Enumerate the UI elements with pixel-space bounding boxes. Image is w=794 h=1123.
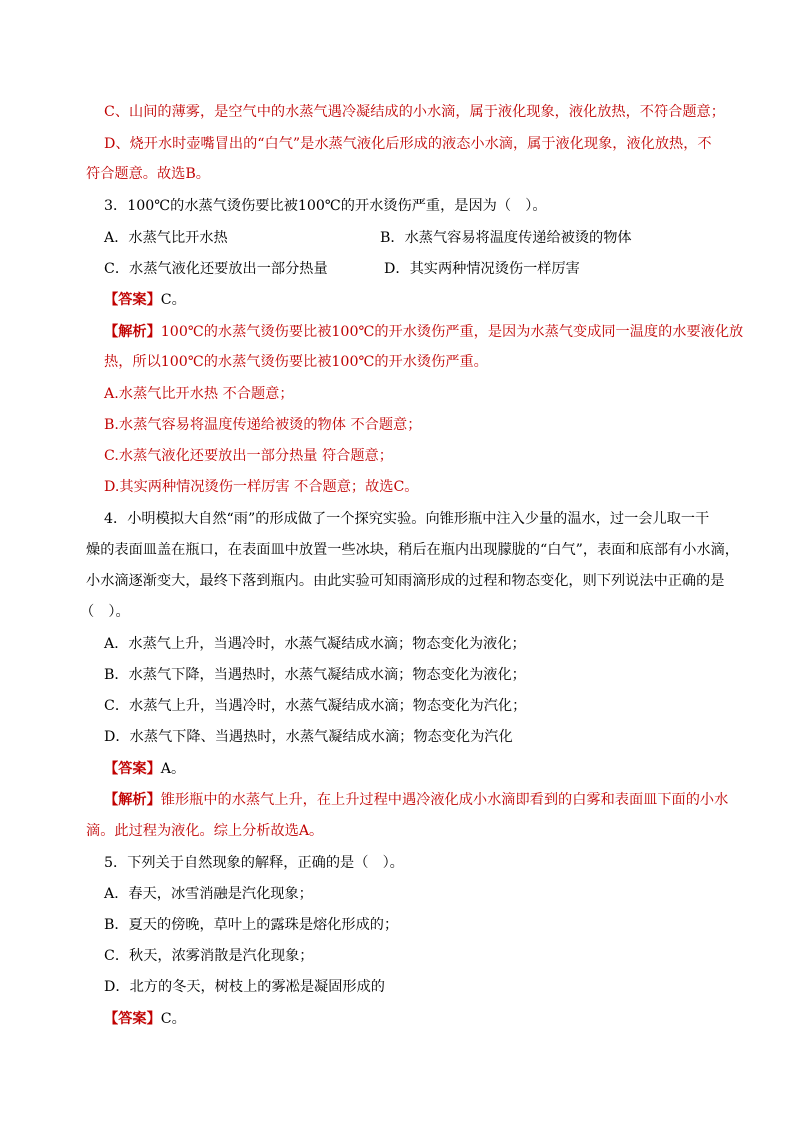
analysis-text: 100℃的水蒸气烫伤要比被100℃的开水烫伤严重，是因为水蒸气变成同一温度的水要液化放 bbox=[160, 324, 744, 340]
answer-value: C。 bbox=[160, 1011, 186, 1027]
question-3-stem: 3．100℃的水蒸气烫伤要比被100℃的开水烫伤严重，是因为（ ）。 bbox=[104, 198, 547, 214]
analysis-line-d: D、烧开水时壶嘴冒出的“白气”是水蒸气液化后形成的液态小水滴，属于液化现象，液化放热，不 bbox=[104, 136, 712, 152]
question-4-option-d: D．水蒸气下降、当遇热时，水蒸气凝结成水滴；物态变化为汽化 bbox=[104, 729, 513, 745]
analysis-label: 【解析】 bbox=[104, 324, 161, 340]
question-4-stem-line-2: 燥的表面皿盖在瓶口，在表面皿中放置一些冰块，稍后在瓶内出现朦胧的“白气”，表面和底部有小水滴， bbox=[86, 542, 739, 558]
question-5-stem: 5．下列关于自然现象的解释，正确的是（ ）。 bbox=[104, 855, 404, 871]
answer-label: 【答案】 bbox=[104, 1011, 161, 1027]
question-3-option-b: B．水蒸气容易将温度传递给被烫的物体 bbox=[380, 230, 632, 246]
question-5-option-c: C．秋天，浓雾消散是汽化现象； bbox=[104, 948, 314, 964]
question-4-analysis-line-2: 滴。此过程为液化。综上分析故选A。 bbox=[86, 823, 324, 839]
analysis-text: 锥形瓶中的水蒸气上升，在上升过程中遇冷液化成小水滴即看到的白雾和表面皿下面的小水 bbox=[160, 792, 729, 808]
question-4-answer bbox=[104, 759, 185, 779]
question-3-review-d: D.其实两种情况烫伤一样厉害 不合题意；故选C。 bbox=[104, 479, 419, 495]
question-4-option-b: B．水蒸气下降，当遇热时，水蒸气凝结成水滴；物态变化为液化； bbox=[104, 667, 526, 683]
question-3-analysis-line-1 bbox=[104, 322, 743, 342]
question-4-analysis-line-1 bbox=[104, 790, 728, 810]
question-5-answer bbox=[104, 1009, 186, 1029]
question-3-option-a: A．水蒸气比开水热 bbox=[104, 230, 228, 246]
answer-value: A。 bbox=[160, 761, 186, 777]
analysis-conclusion: 符合题意。故选B。 bbox=[86, 166, 210, 182]
answer-value: C。 bbox=[160, 292, 186, 308]
question-3-review-b: B.水蒸气容易将温度传递给被烫的物体 不合题意； bbox=[104, 417, 422, 433]
question-4-option-a: A．水蒸气上升，当遇冷时，水蒸气凝结成水滴；物态变化为液化； bbox=[104, 636, 526, 652]
question-5-option-a: A．春天，冰雪消融是汽化现象； bbox=[104, 886, 313, 902]
question-4-stem-line-3: 小水滴逐渐变大，最终下落到瓶内。由此实验可知雨滴形成的过程和物态变化，则下列说法中正确的是 bbox=[86, 573, 725, 589]
question-3-analysis-line-2: 热，所以100℃的水蒸气烫伤要比被100℃的开水烫伤严重。 bbox=[104, 354, 488, 370]
analysis-label: 【解析】 bbox=[104, 792, 161, 808]
question-4-option-c: C．水蒸气上升，当遇冷时，水蒸气凝结成水滴；物态变化为汽化； bbox=[104, 698, 527, 714]
question-4-stem-line-1: 4．小明模拟大自然“雨”的形成做了一个探究实验。向锥形瓶中注入少量的温水，过一会儿取一干 bbox=[104, 511, 710, 527]
question-3-answer bbox=[104, 290, 186, 310]
question-3-option-d: D．其实两种情况烫伤一样厉害 bbox=[384, 261, 580, 277]
question-5-option-b: B．夏天的傍晚，草叶上的露珠是熔化形成的； bbox=[104, 917, 399, 933]
question-3-review-a: A.水蒸气比开水热 不合题意； bbox=[104, 386, 294, 402]
answer-label: 【答案】 bbox=[104, 292, 161, 308]
question-3-review-c: C.水蒸气液化还要放出一部分热量 符合题意； bbox=[104, 448, 393, 464]
answer-label: 【答案】 bbox=[104, 761, 161, 777]
question-3-option-c: C．水蒸气液化还要放出一部分热量 bbox=[104, 261, 328, 277]
analysis-line-c: C、山间的薄雾，是空气中的水蒸气遇冷凝结成的小水滴，属于液化现象，液化放热，不符合题意； bbox=[104, 104, 725, 120]
question-5-option-d: D．北方的冬天，树枝上的雾凇是凝固形成的 bbox=[104, 979, 385, 995]
question-4-stem-line-4: （ ）。 bbox=[80, 604, 130, 620]
